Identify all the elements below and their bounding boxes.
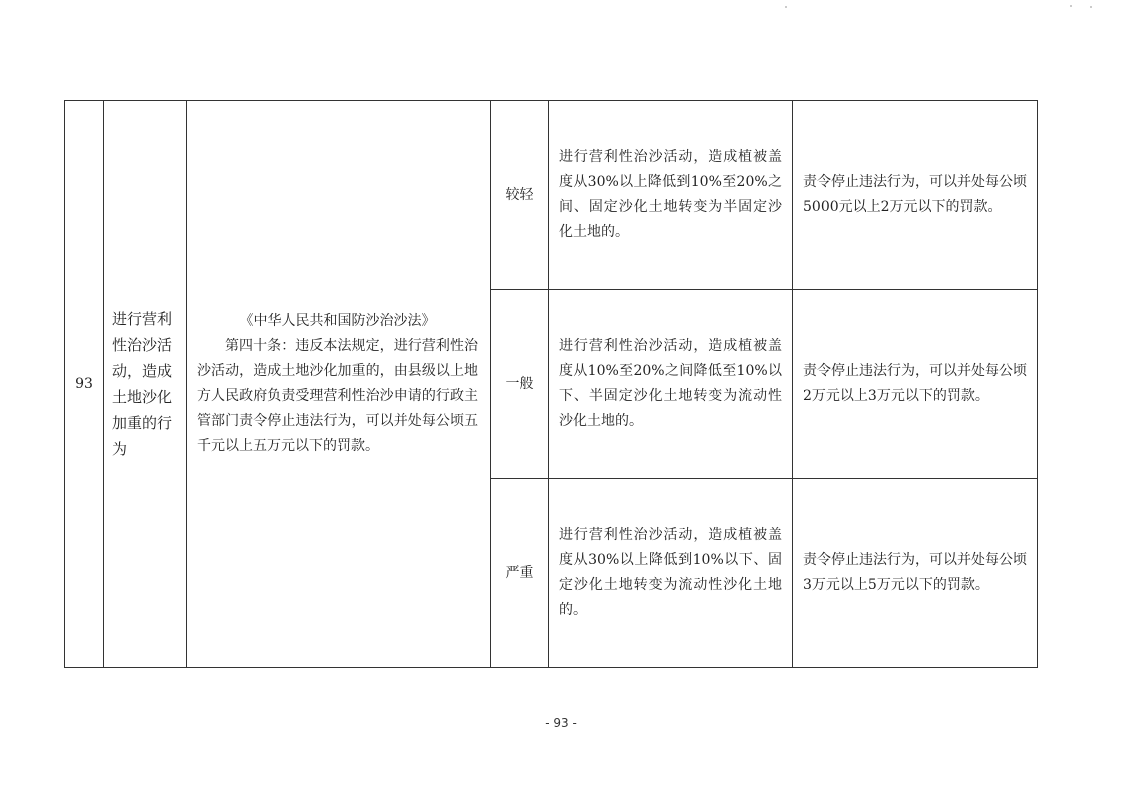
scan-speck [1090, 6, 1092, 8]
scan-speck [785, 6, 787, 8]
legal-basis-cell [187, 101, 491, 668]
circumstance-light: 进行营利性治沙活动，造成植被盖度从30%以上降低到10%至20%之间、固定沙化土地转变为半固定沙化土地的。 [549, 101, 793, 290]
penalty-moderate: 责令停止违法行为，可以并处每公顷2万元以上3万元以下的罚款。 [793, 290, 1038, 479]
level-label-moderate: 一般 [491, 290, 549, 479]
penalty-light: 责令停止违法行为，可以并处每公顷5000元以上2万元以下的罚款。 [793, 101, 1038, 290]
scan-speck [1070, 5, 1072, 7]
circumstance-severe: 进行营利性治沙活动，造成植被盖度从30%以上降低到10%以下、固定沙化土地转变为流动性沙化土地的。 [549, 479, 793, 668]
row-number: 93 [65, 101, 104, 668]
law-article-text: 第四十条：违反本法规定，进行营利性治沙活动，造成土地沙化加重的，由县级以上地方人民政府负责受理营利性治沙申请的行政主管部门责令停止违法行为，可以并处每公顷五千元以上五万元以下的罚款。 [197, 338, 478, 454]
table-row [65, 101, 1038, 290]
penalty-severe: 责令停止违法行为，可以并处每公顷3万元以上5万元以下的罚款。 [793, 479, 1038, 668]
level-label-light: 较轻 [491, 101, 549, 290]
violation-behavior: 进行营利性治沙活动，造成土地沙化加重的行为 [104, 101, 187, 668]
page-number: - 93 - [545, 716, 577, 730]
law-title: 《中华人民共和国防沙治沙法》 [239, 313, 436, 329]
circumstance-moderate: 进行营利性治沙活动，造成植被盖度从10%至20%之间降低至10%以下、半固定沙化土地转变为流动性沙化土地的。 [549, 290, 793, 479]
penalty-table [64, 100, 1038, 668]
level-label-severe: 严重 [491, 479, 549, 668]
